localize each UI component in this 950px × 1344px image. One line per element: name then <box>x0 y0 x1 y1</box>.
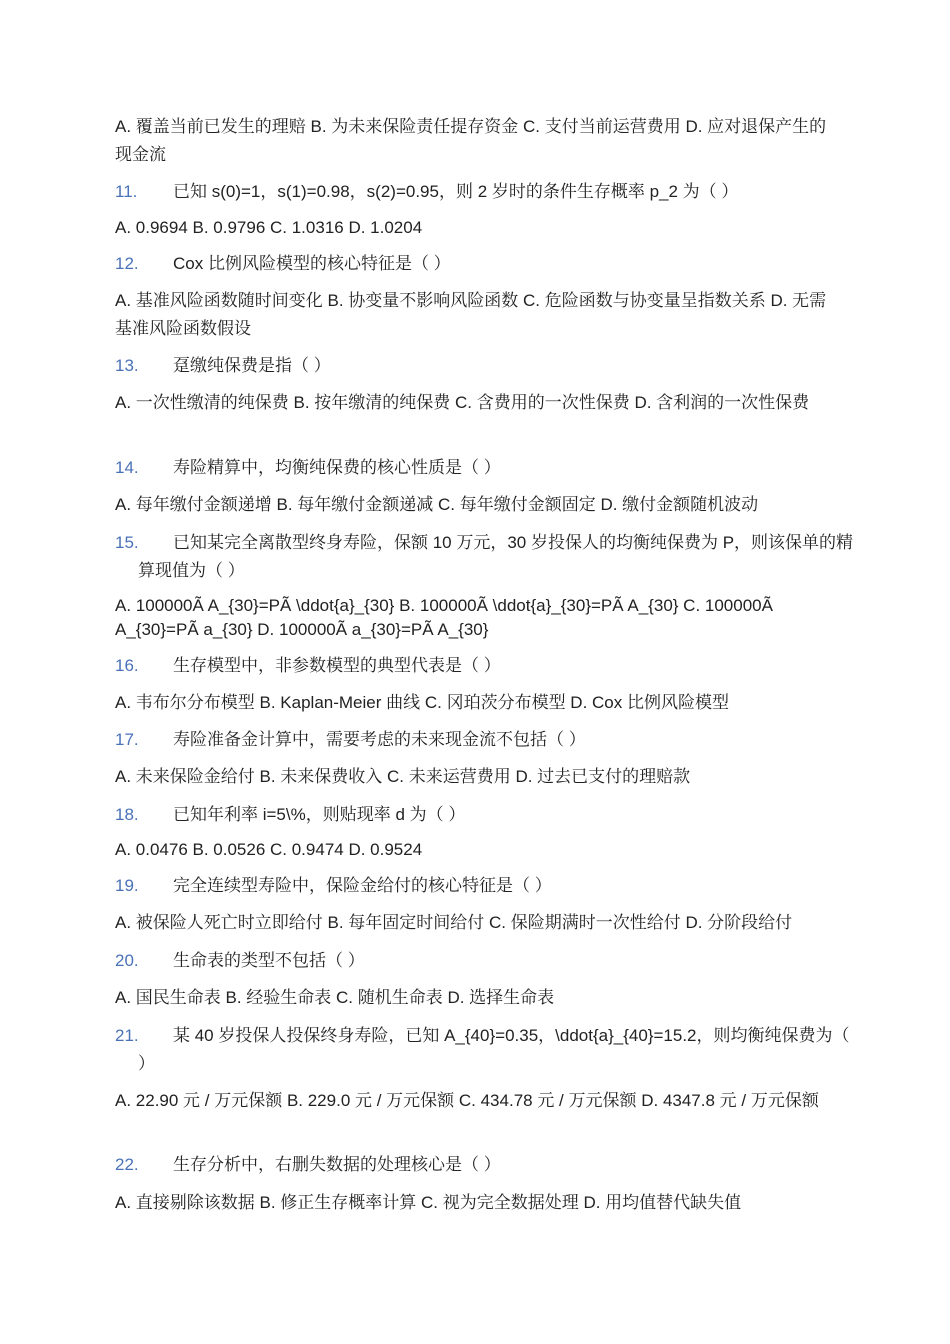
question-text: 已知某完全离散型终身寿险，保额 10 万元，30 岁投保人的均衡纯保费为 P，则该保单的精算现值为（ ） <box>138 533 854 580</box>
question-text: 生命表的类型不包括（ ） <box>173 951 365 970</box>
options-q21: A. 22.90 元 / 万元保额 B. 229.0 元 / 万元保额 C. 434.78 元 / 万元保额 D. 4347.8 元 / 万元保额 <box>115 1091 819 1110</box>
question-text: 寿险精算中，均衡纯保费的核心性质是（ ） <box>173 458 501 477</box>
question-number: 19. <box>115 876 139 895</box>
options-q20: A. 国民生命表 B. 经验生命表 C. 随机生命表 D. 选择生命表 <box>115 988 555 1007</box>
question-text: 已知 s(0)=1，s(1)=0.98，s(2)=0.95，则 2 岁时的条件生存概率 p_2 为（ ） <box>173 182 739 201</box>
question-11 <box>115 178 837 206</box>
question-number: 18. <box>115 805 139 824</box>
question-number: 16. <box>115 656 139 675</box>
options-q16: A. 韦布尔分布模型 B. Kaplan-Meier 曲线 C. 冈珀茨分布模型 D. Cox 比例风险模型 <box>115 693 729 712</box>
question-number: 12. <box>115 254 139 273</box>
options-q17: A. 未来保险金给付 B. 未来保费收入 C. 未来运营费用 D. 过去已支付的理赔款 <box>115 767 691 786</box>
question-text: 寿险准备金计算中，需要考虑的未来现金流不包括（ ） <box>173 730 586 749</box>
question-number: 17. <box>115 730 139 749</box>
question-22 <box>115 1151 837 1179</box>
question-text: 已知年利率 i=5\%，则贴现率 d 为（ ） <box>173 805 466 824</box>
question-number: 22. <box>115 1155 139 1174</box>
options-q22: A. 直接剔除该数据 B. 修正生存概率计算 C. 视为完全数据处理 D. 用均值替代缺失值 <box>115 1193 742 1212</box>
options-q10: A. 覆盖当前已发生的理赔 B. 为未来保险责任提存资金 C. 支付当前运营费用 D. 应对退保产生的现金流 <box>115 117 827 164</box>
options-q13: A. 一次性缴清的纯保费 B. 按年缴清的纯保费 C. 含费用的一次性保费 D. 含利润的一次性保费 <box>115 393 810 412</box>
options-q12: A. 基准风险函数随时间变化 B. 协变量不影响风险函数 C. 危险函数与协变量呈指数关系 D. 无需基准风险函数假设 <box>115 291 827 338</box>
question-number: 20. <box>115 951 139 970</box>
options-q14: A. 每年缴付金额递增 B. 每年缴付金额递减 C. 每年缴付金额固定 D. 缴付金额随机波动 <box>115 495 759 514</box>
question-number: 11. <box>115 182 138 201</box>
question-14 <box>115 454 837 482</box>
question-text: 生存模型中，非参数模型的典型代表是（ ） <box>173 656 501 675</box>
question-text: 生存分析中，右删失数据的处理核心是（ ） <box>173 1155 501 1174</box>
question-19 <box>115 872 837 900</box>
question-21 <box>115 1022 860 1078</box>
question-number: 13. <box>115 356 139 375</box>
options-q18: A. 0.0476 B. 0.0526 C. 0.9474 D. 0.9524 <box>115 840 423 859</box>
question-number: 14. <box>115 458 139 477</box>
question-number: 21. <box>115 1026 139 1045</box>
question-number: 15. <box>115 533 139 552</box>
question-18 <box>115 801 837 829</box>
question-text: 某 40 岁投保人投保终身寿险，已知 A_{40}=0.35，\ddot{a}_{40}=15.2，则均衡纯保费为（ ） <box>138 1026 850 1073</box>
question-16 <box>115 652 837 680</box>
question-17 <box>115 726 837 754</box>
question-text: Cox 比例风险模型的核心特征是（ ） <box>173 254 451 273</box>
options-q11: A. 0.9694 B. 0.9796 C. 1.0316 D. 1.0204 <box>115 218 423 237</box>
options-q19: A. 被保险人死亡时立即给付 B. 每年固定时间给付 C. 保险期满时一次性给付 D. 分阶段给付 <box>115 913 793 932</box>
question-13 <box>115 352 837 380</box>
question-15 <box>115 529 860 585</box>
question-20 <box>115 947 837 975</box>
question-text: 完全连续型寿险中，保险金给付的核心特征是（ ） <box>173 876 552 895</box>
question-text: 趸缴纯保费是指（ ） <box>173 356 331 375</box>
question-12 <box>115 250 837 278</box>
options-q15: A. 100000Ã A_{30}=PÃ \ddot{a}_{30} B. 100000Ã \ddot{a}_{30}=PÃ A_{30} C. 100000Ã A_{30}=PÃ a_{30} D. 100000Ã a_{30}=PÃ A_{30} <box>115 596 773 639</box>
